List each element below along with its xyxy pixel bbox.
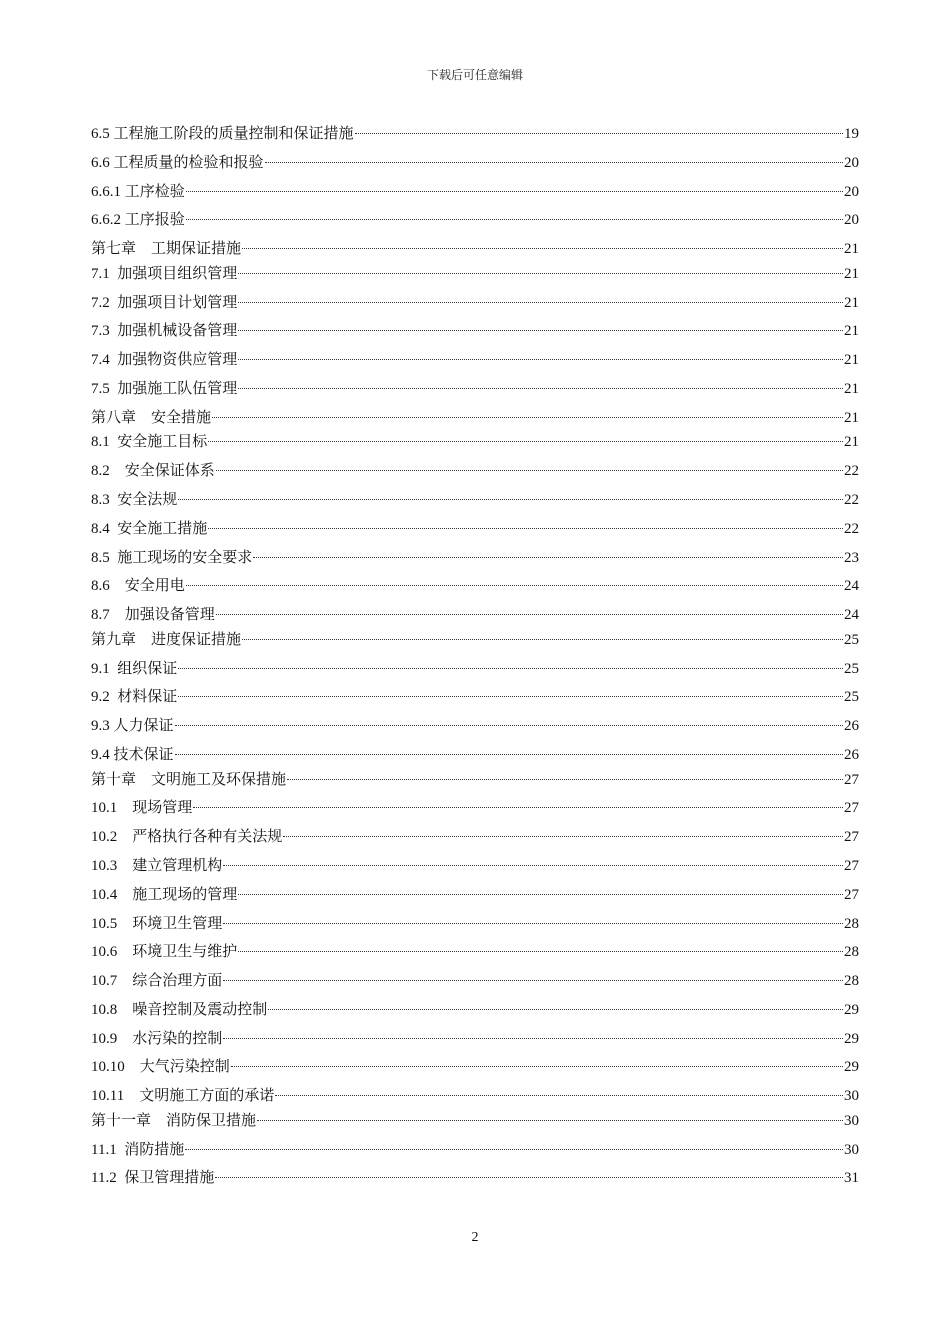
toc-entry-title: 10.1 现场管理 — [91, 800, 193, 817]
toc-entry[interactable] — [91, 630, 859, 650]
toc-entry[interactable] — [91, 827, 859, 847]
table-of-contents — [91, 124, 859, 1188]
toc-entry[interactable] — [91, 548, 859, 568]
toc-dot-leader — [257, 1120, 843, 1121]
toc-entry-title: 10.10 大气污染控制 — [91, 1059, 230, 1076]
toc-entry[interactable] — [91, 716, 859, 736]
toc-dot-leader — [223, 980, 843, 981]
toc-entry-page: 27 — [844, 857, 859, 874]
toc-entry-title: 10.8 噪音控制及震动控制 — [91, 1001, 268, 1018]
toc-entry-title: 11.2 保卫管理措施 — [91, 1170, 215, 1187]
toc-entry[interactable] — [91, 293, 859, 313]
toc-entry[interactable] — [91, 856, 859, 876]
toc-entry-title: 第十一章 消防保卫措施 — [91, 1112, 257, 1129]
toc-entry-title: 9.4 技术保证 — [91, 746, 174, 763]
toc-dot-leader — [193, 807, 843, 808]
toc-dot-leader — [215, 1177, 843, 1178]
toc-dot-leader — [216, 614, 843, 615]
toc-entry-page: 27 — [844, 800, 859, 817]
toc-entry-page: 30 — [844, 1088, 859, 1105]
toc-dot-leader — [265, 162, 843, 163]
toc-entry-title: 8.2 安全保证体系 — [91, 463, 215, 480]
toc-entry[interactable] — [91, 461, 859, 481]
toc-entry-title: 6.6.1 工序检验 — [91, 183, 185, 200]
toc-entry-title: 8.6 安全用电 — [91, 578, 185, 595]
toc-entry-page: 20 — [844, 154, 859, 171]
toc-entry-page: 23 — [844, 549, 859, 566]
toc-dot-leader — [242, 639, 843, 640]
toc-entry[interactable] — [91, 687, 859, 707]
toc-entry-page: 22 — [844, 491, 859, 508]
toc-entry[interactable] — [91, 153, 859, 173]
toc-entry-title: 8.7 加强设备管理 — [91, 607, 215, 624]
page-number: 2 — [471, 1230, 479, 1245]
toc-entry[interactable] — [91, 1140, 859, 1160]
toc-dot-leader — [238, 951, 843, 952]
toc-entry[interactable] — [91, 798, 859, 818]
toc-dot-leader — [287, 779, 843, 780]
toc-entry-title: 11.1 消防措施 — [91, 1141, 185, 1158]
toc-entry[interactable] — [91, 745, 859, 765]
toc-entry[interactable] — [91, 1057, 859, 1077]
toc-entry-title: 8.3 安全法规 — [91, 491, 178, 508]
toc-dot-leader — [186, 191, 843, 192]
page-header: 下载后可任意编辑 — [426, 68, 523, 82]
toc-entry[interactable] — [91, 182, 859, 202]
toc-entry[interactable] — [91, 605, 859, 625]
toc-entry-page: 29 — [844, 1059, 859, 1076]
toc-entry-page: 25 — [844, 631, 859, 648]
toc-entry-title: 10.4 施工现场的管理 — [91, 886, 238, 903]
toc-entry[interactable] — [91, 124, 859, 144]
toc-entry[interactable] — [91, 210, 859, 230]
toc-entry-title: 9.1 组织保证 — [91, 660, 178, 677]
toc-entry-page: 30 — [844, 1141, 859, 1158]
toc-entry-title: 10.2 严格执行各种有关法规 — [91, 829, 283, 846]
toc-entry-page: 27 — [844, 886, 859, 903]
toc-entry[interactable] — [91, 659, 859, 679]
toc-entry-page: 24 — [844, 578, 859, 595]
toc-dot-leader — [186, 585, 843, 586]
toc-entry[interactable] — [91, 379, 859, 399]
toc-entry[interactable] — [91, 490, 859, 510]
toc-entry-title: 10.6 环境卫生与维护 — [91, 944, 238, 961]
toc-dot-leader — [178, 499, 843, 500]
toc-entry[interactable] — [91, 770, 859, 790]
toc-dot-leader — [208, 441, 843, 442]
toc-dot-leader — [178, 696, 843, 697]
toc-dot-leader — [253, 557, 843, 558]
toc-entry-page: 20 — [844, 212, 859, 229]
toc-dot-leader — [283, 836, 843, 837]
toc-dot-leader — [275, 1095, 843, 1096]
toc-entry-title: 第十章 文明施工及环保措施 — [91, 771, 287, 788]
toc-dot-leader — [223, 923, 843, 924]
toc-entry[interactable] — [91, 350, 859, 370]
toc-entry-page: 21 — [844, 434, 859, 451]
toc-entry-page: 26 — [844, 718, 859, 735]
toc-entry-page: 30 — [844, 1112, 859, 1129]
toc-entry[interactable] — [91, 264, 859, 284]
toc-entry-page: 25 — [844, 660, 859, 677]
toc-dot-leader — [212, 417, 843, 418]
toc-entry[interactable] — [91, 432, 859, 452]
toc-entry[interactable] — [91, 239, 859, 259]
toc-entry-page: 28 — [844, 944, 859, 961]
toc-entry-page: 19 — [844, 126, 859, 142]
toc-entry[interactable] — [91, 1111, 859, 1131]
toc-dot-leader — [186, 219, 843, 220]
toc-entry-page: 29 — [844, 1030, 859, 1047]
toc-entry-title: 9.2 材料保证 — [91, 689, 178, 706]
toc-entry-page: 27 — [844, 829, 859, 846]
toc-entry-page: 21 — [844, 265, 859, 282]
toc-entry-page: 21 — [844, 380, 859, 397]
toc-dot-leader — [216, 470, 843, 471]
toc-entry-title: 第九章 进度保证措施 — [91, 631, 242, 648]
toc-dot-leader — [178, 668, 843, 669]
toc-entry-title: 6.6 工程质量的检验和报验 — [91, 154, 264, 171]
toc-entry[interactable] — [91, 1168, 859, 1188]
toc-entry-page: 28 — [844, 973, 859, 990]
toc-entry-title: 6.6.2 工序报验 — [91, 212, 185, 229]
toc-dot-leader — [208, 528, 843, 529]
toc-entry-page: 27 — [844, 771, 859, 788]
toc-entry-title: 7.4 加强物资供应管理 — [91, 352, 238, 369]
toc-entry-title: 10.9 水污染的控制 — [91, 1030, 223, 1047]
toc-entry-page: 25 — [844, 689, 859, 706]
toc-entry-page: 28 — [844, 915, 859, 932]
toc-entry-title: 10.3 建立管理机构 — [91, 857, 223, 874]
toc-entry-page: 21 — [844, 294, 859, 311]
toc-entry-title: 第八章 安全措施 — [91, 409, 212, 426]
toc-entry[interactable] — [91, 1086, 859, 1106]
toc-dot-leader — [242, 248, 843, 249]
toc-entry-page: 24 — [844, 607, 859, 624]
toc-entry-title: 10.11 文明施工方面的承诺 — [91, 1088, 275, 1105]
toc-entry-title: 7.5 加强施工队伍管理 — [91, 380, 238, 397]
toc-entry-title: 8.5 施工现场的安全要求 — [91, 549, 253, 566]
toc-entry-title: 7.2 加强项目计划管理 — [91, 294, 238, 311]
toc-dot-leader — [238, 894, 843, 895]
toc-entry-page: 29 — [844, 1001, 859, 1018]
toc-entry-page: 21 — [844, 323, 859, 340]
toc-dot-leader — [355, 133, 843, 134]
toc-dot-leader — [238, 388, 843, 389]
toc-dot-leader — [175, 754, 843, 755]
toc-dot-leader — [268, 1009, 843, 1010]
toc-entry[interactable] — [91, 519, 859, 539]
toc-dot-leader — [185, 1149, 843, 1150]
toc-entry-page: 22 — [844, 520, 859, 537]
toc-entry[interactable] — [91, 576, 859, 596]
toc-dot-leader — [223, 865, 843, 866]
toc-entry-title: 8.1 安全施工目标 — [91, 434, 208, 451]
toc-entry-title: 6.5 工程施工阶段的质量控制和保证措施 — [91, 126, 354, 142]
toc-entry[interactable] — [91, 914, 859, 934]
toc-entry[interactable] — [91, 885, 859, 905]
toc-dot-leader — [238, 359, 843, 360]
toc-dot-leader — [223, 1038, 843, 1039]
toc-entry[interactable] — [91, 1029, 859, 1049]
toc-entry-title: 9.3 人力保证 — [91, 718, 174, 735]
toc-entry[interactable] — [91, 408, 859, 428]
toc-entry[interactable] — [91, 1000, 859, 1020]
toc-entry-title: 10.7 综合治理方面 — [91, 973, 223, 990]
toc-entry-title: 10.5 环境卫生管理 — [91, 915, 223, 932]
toc-dot-leader — [231, 1066, 843, 1067]
toc-entry[interactable] — [91, 321, 859, 341]
toc-dot-leader — [238, 330, 843, 331]
toc-dot-leader — [238, 273, 843, 274]
toc-entry-title: 7.3 加强机械设备管理 — [91, 323, 238, 340]
toc-entry-page: 21 — [844, 352, 859, 369]
toc-entry-page: 31 — [844, 1170, 859, 1187]
toc-entry-page: 26 — [844, 746, 859, 763]
toc-entry-page: 21 — [844, 409, 859, 426]
toc-entry-page: 21 — [844, 241, 859, 258]
toc-entry-title: 第七章 工期保证措施 — [91, 241, 242, 258]
toc-entry-page: 22 — [844, 463, 859, 480]
toc-entry-page: 20 — [844, 183, 859, 200]
toc-entry-title: 8.4 安全施工措施 — [91, 520, 208, 537]
toc-dot-leader — [238, 302, 843, 303]
toc-entry[interactable] — [91, 971, 859, 991]
toc-dot-leader — [175, 725, 843, 726]
toc-entry-title: 7.1 加强项目组织管理 — [91, 265, 238, 282]
toc-entry[interactable] — [91, 942, 859, 962]
